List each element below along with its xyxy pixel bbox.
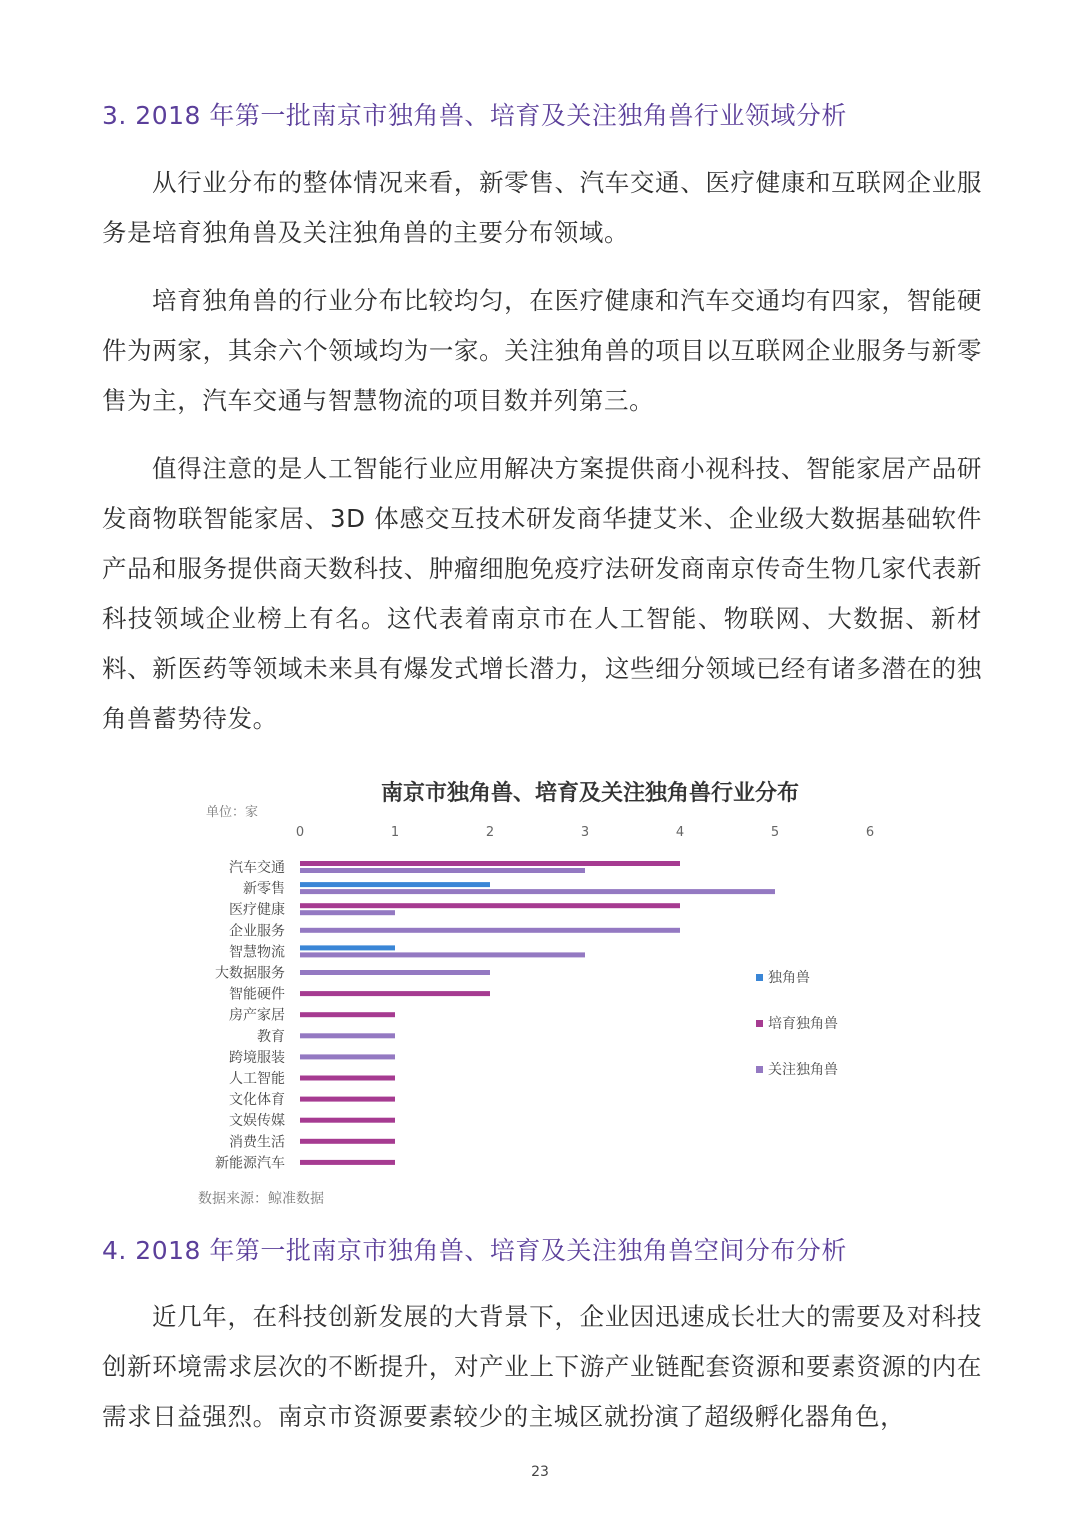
- legend-label: 独角兽: [768, 970, 810, 986]
- section-3-paragraph-1: 从行业分布的整体情况来看，新零售、汽车交通、医疗健康和互联网企业服务是培育独角兽及关注独角兽的主要分布领域。: [102, 168, 982, 247]
- bar-独角兽: [300, 882, 490, 887]
- bar-培育独角兽: [300, 1097, 395, 1102]
- category-label: 智能硬件: [229, 986, 285, 1003]
- x-tick-label: 4: [675, 825, 685, 840]
- bar-关注独角兽: [300, 910, 395, 915]
- bar-培育独角兽: [300, 1160, 395, 1165]
- x-tick-label: 1: [390, 825, 400, 840]
- bar-关注独角兽: [300, 970, 490, 975]
- section-3-paragraph-3: 值得注意的是人工智能行业应用解决方案提供商小视科技、智能家居产品研发商物联智能家居、3D 体感交互技术研发商华捷艾米、企业级大数据基础软件产品和服务提供商天数科技、肿瘤细胞免疫疗法研发商南京传奇生物几家代表新科技领域企业榜上有名。这代表着南京市在人工智能、物联网、大数据、新材料、新医药等领域未来具有爆发式增长潜力，这些细分领域已经有诸多潜在的独角兽蓄势待发。: [102, 454, 982, 733]
- section-4-paragraph: 近几年，在科技创新发展的大背景下，企业因迅速成长壮大的需要及对科技创新环境需求层次的不断提升，对产业上下游产业链配套资源和要素资源的内在需求日益强烈。南京市资源要素较少的主城区就扮演了超级孵化器角色，: [102, 1302, 982, 1431]
- category-label: 跨境服装: [229, 1049, 285, 1066]
- bar-培育独角兽: [300, 1118, 395, 1123]
- category-label: 新能源汽车: [215, 1155, 285, 1172]
- x-tick-label: 0: [295, 825, 305, 840]
- bar-关注独角兽: [300, 868, 585, 873]
- category-label: 智慧物流: [229, 944, 285, 961]
- bar-培育独角兽: [300, 861, 680, 866]
- bar-培育独角兽: [300, 1012, 395, 1017]
- bar-关注独角兽: [300, 1033, 395, 1038]
- bar-关注独角兽: [300, 928, 680, 933]
- bar-关注独角兽: [300, 952, 585, 957]
- category-label: 企业服务: [229, 923, 285, 940]
- chart-source: 数据来源：鲸准数据: [198, 1191, 324, 1207]
- category-label: 医疗健康: [229, 902, 285, 919]
- bar-培育独角兽: [300, 1139, 395, 1144]
- legend-label: 培育独角兽: [768, 1016, 838, 1032]
- section-3-heading: 3. 2018 年第一批南京市独角兽、培育及关注独角兽行业领域分析: [102, 101, 847, 130]
- category-label: 房产家居: [229, 1007, 285, 1024]
- legend-swatch: [756, 1020, 763, 1027]
- chart-unit-label: 单位：家: [206, 805, 259, 820]
- legend-swatch: [756, 1066, 763, 1073]
- legend-swatch: [756, 974, 763, 981]
- bar-独角兽: [300, 945, 395, 950]
- section-4-heading: 4. 2018 年第一批南京市独角兽、培育及关注独角兽空间分布分析: [102, 1236, 847, 1265]
- x-tick-label: 6: [865, 825, 875, 840]
- section-3-paragraph-2: 培育独角兽的行业分布比较均匀，在医疗健康和汽车交通均有四家，智能硬件为两家，其余六个领域均为一家。关注独角兽的项目以互联网企业服务与新零售为主，汽车交通与智慧物流的项目数并列第三。: [102, 286, 982, 415]
- chart-title: 南京市独角兽、培育及关注独角兽行业分布: [380, 781, 800, 806]
- bar-关注独角兽: [300, 889, 775, 894]
- category-label: 新零售: [243, 881, 285, 898]
- bar-培育独角兽: [300, 903, 680, 908]
- x-tick-label: 5: [770, 825, 780, 840]
- category-label: 文娱传媒: [229, 1113, 285, 1130]
- bar-关注独角兽: [300, 1054, 395, 1059]
- category-label: 消费生活: [229, 1134, 285, 1151]
- category-label: 大数据服务: [215, 965, 285, 982]
- x-tick-label: 3: [580, 825, 590, 840]
- category-label: 汽车交通: [229, 860, 285, 876]
- bar-培育独角兽: [300, 991, 490, 996]
- category-label: 文化体育: [229, 1092, 285, 1109]
- page-number: 23: [531, 1464, 549, 1480]
- industry-distribution-chart: [190, 770, 910, 1220]
- category-label: 人工智能: [229, 1071, 285, 1087]
- x-tick-label: 2: [485, 825, 495, 840]
- category-label: 教育: [257, 1028, 285, 1045]
- bar-培育独角兽: [300, 1076, 395, 1081]
- legend-label: 关注独角兽: [768, 1062, 838, 1078]
